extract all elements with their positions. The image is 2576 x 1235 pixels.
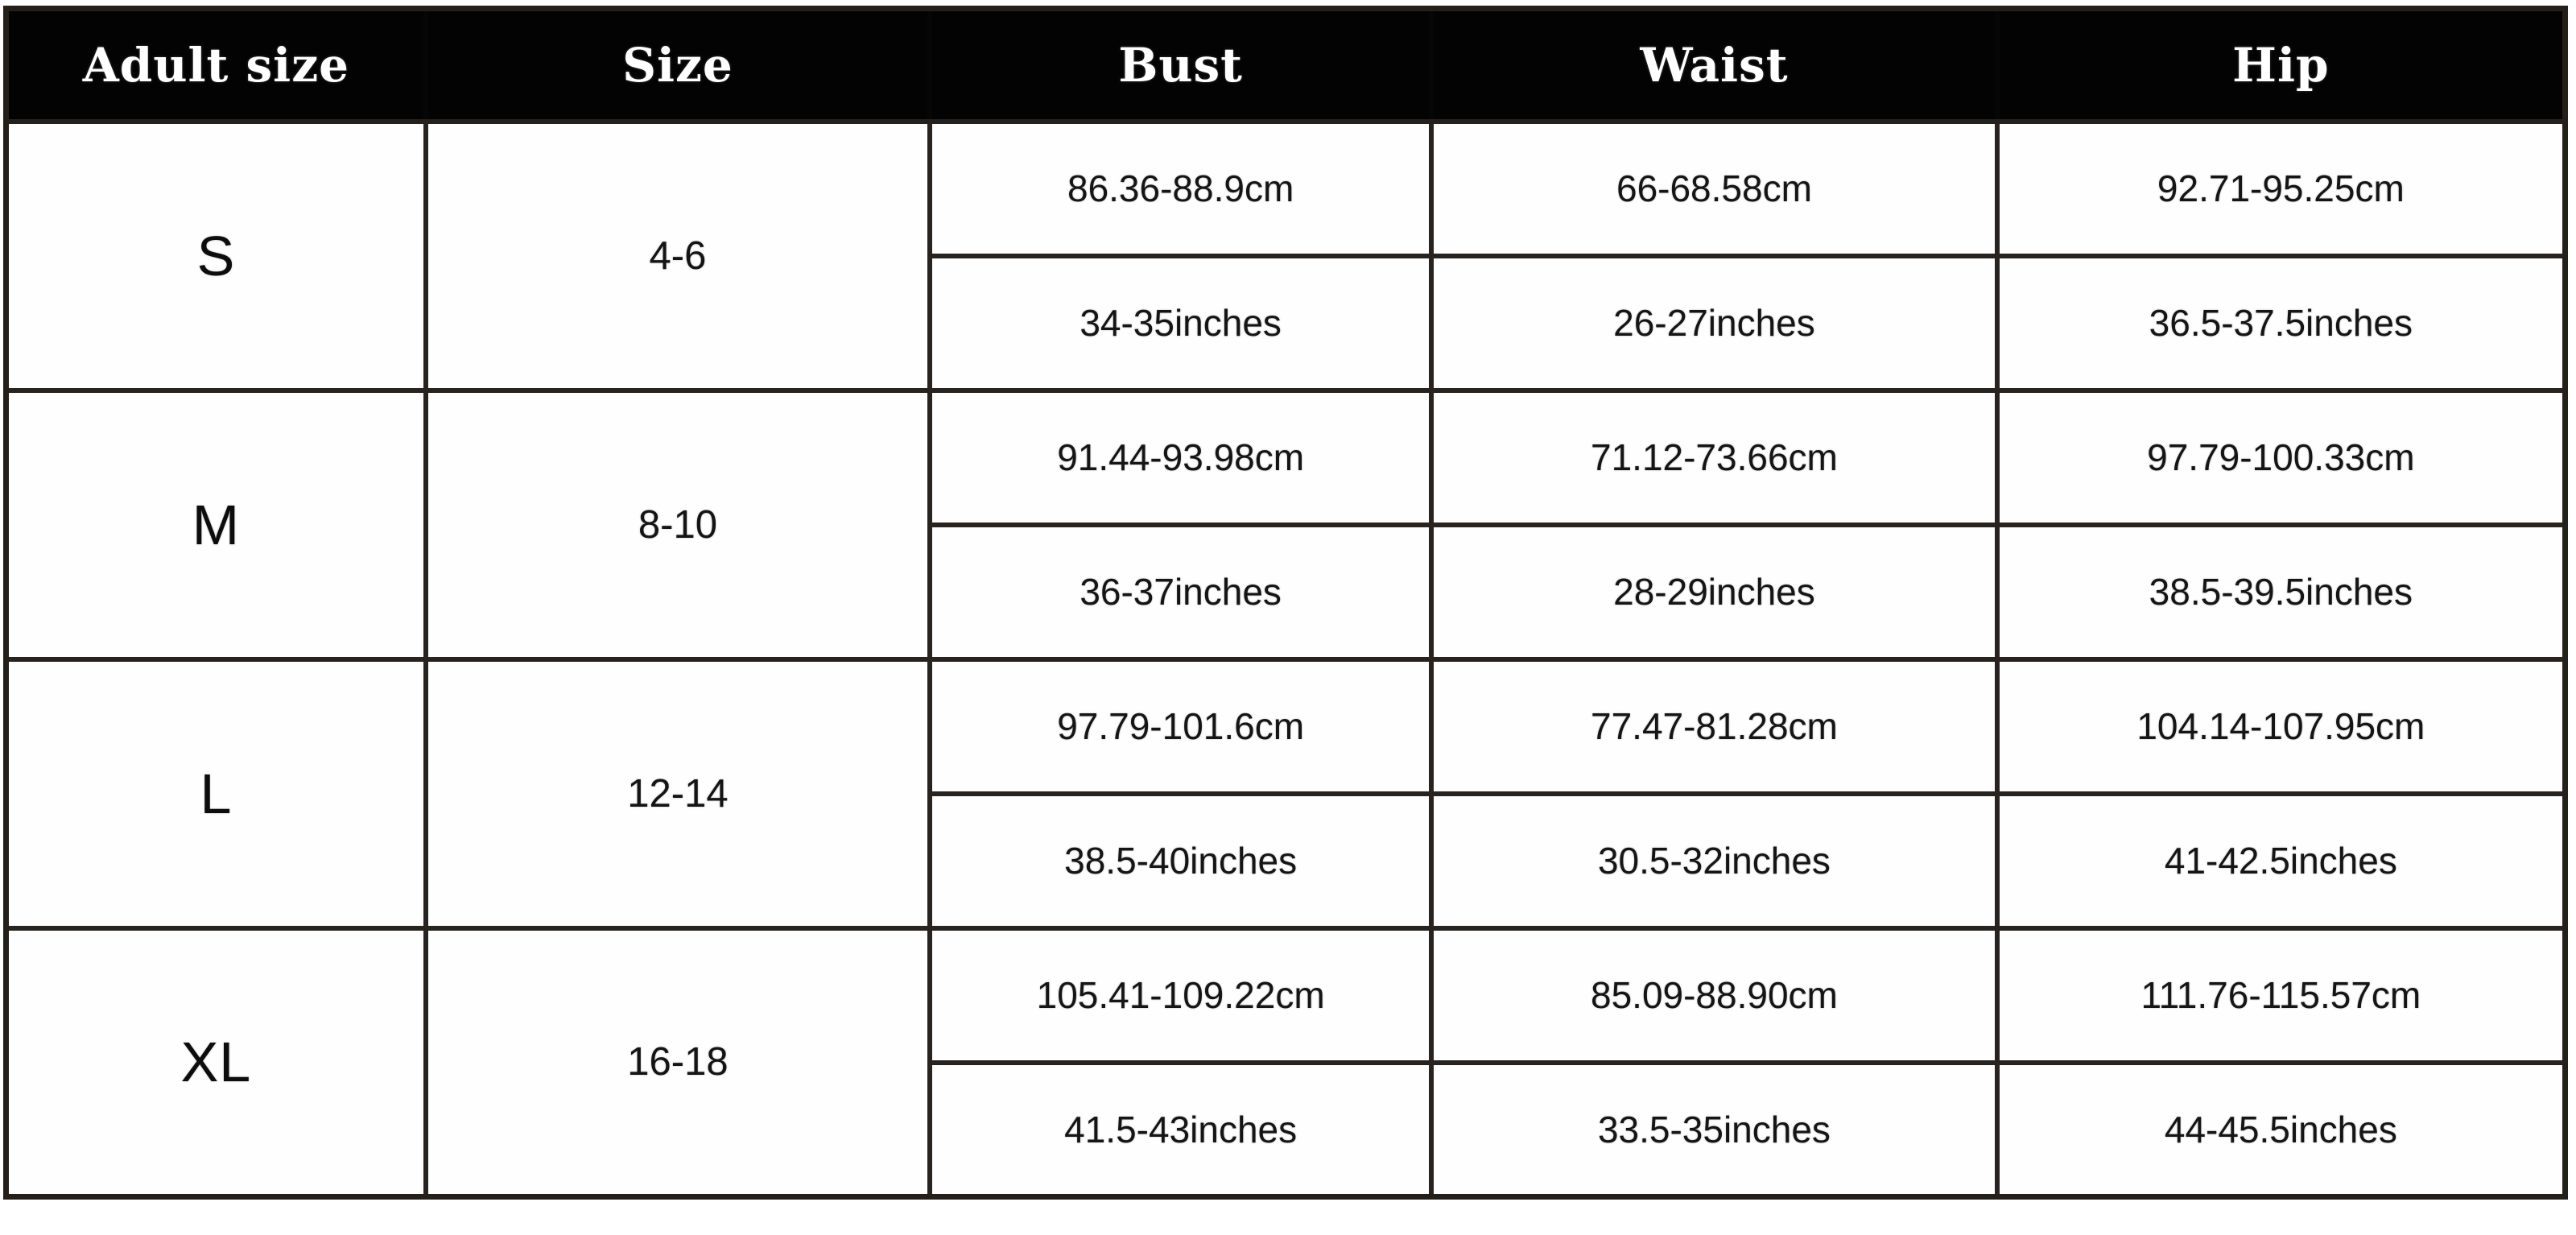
waist-cm-l: 77.47-81.28cm (1431, 659, 1997, 794)
header-row (6, 9, 2566, 122)
header-bust: Bust (930, 9, 1431, 122)
table-row-l-cm (6, 659, 2566, 794)
waist-inches-m: 28-29inches (1431, 525, 1997, 659)
hip-inches-s: 36.5-37.5inches (1997, 256, 2566, 390)
waist-cm-s: 66-68.58cm (1431, 122, 1997, 256)
bust-cm-s: 86.36-88.9cm (930, 122, 1431, 256)
hip-inches-l: 41-42.5inches (1997, 794, 2566, 928)
bust-cm-l: 97.79-101.6cm (930, 659, 1431, 794)
header-hip: Hip (1997, 9, 2566, 122)
waist-cm-xl: 85.09-88.90cm (1431, 928, 1997, 1063)
table-row-s-cm (6, 122, 2566, 256)
waist-cm-m: 71.12-73.66cm (1431, 390, 1997, 525)
size-range-s: 4-6 (426, 122, 930, 390)
waist-inches-l: 30.5-32inches (1431, 794, 1997, 928)
table-row-xl-cm (6, 928, 2566, 1063)
size-range-m: 8-10 (426, 390, 930, 659)
table-row-m-cm (6, 390, 2566, 525)
hip-cm-m: 97.79-100.33cm (1997, 390, 2566, 525)
bust-inches-m: 36-37inches (930, 525, 1431, 659)
waist-inches-xl: 33.5-35inches (1431, 1063, 1997, 1197)
size-label-l: L (6, 659, 426, 928)
hip-inches-m: 38.5-39.5inches (1997, 525, 2566, 659)
size-range-l: 12-14 (426, 659, 930, 928)
hip-inches-xl: 44-45.5inches (1997, 1063, 2566, 1197)
hip-cm-s: 92.71-95.25cm (1997, 122, 2566, 256)
bust-cm-xl: 105.41-109.22cm (930, 928, 1431, 1063)
hip-cm-xl: 111.76-115.57cm (1997, 928, 2566, 1063)
header-size: Size (426, 9, 930, 122)
bust-inches-s: 34-35inches (930, 256, 1431, 390)
bust-cm-m: 91.44-93.98cm (930, 390, 1431, 525)
bust-inches-xl: 41.5-43inches (930, 1063, 1431, 1197)
size-chart-table (3, 6, 2568, 1200)
size-range-xl: 16-18 (426, 928, 930, 1197)
bust-inches-l: 38.5-40inches (930, 794, 1431, 928)
header-waist: Waist (1431, 9, 1997, 122)
waist-inches-s: 26-27inches (1431, 256, 1997, 390)
size-label-xl: XL (6, 928, 426, 1197)
size-label-m: M (6, 390, 426, 659)
size-label-s: S (6, 122, 426, 390)
header-adult-size: Adult size (6, 9, 426, 122)
size-chart (3, 6, 2568, 1196)
hip-cm-l: 104.14-107.95cm (1997, 659, 2566, 794)
